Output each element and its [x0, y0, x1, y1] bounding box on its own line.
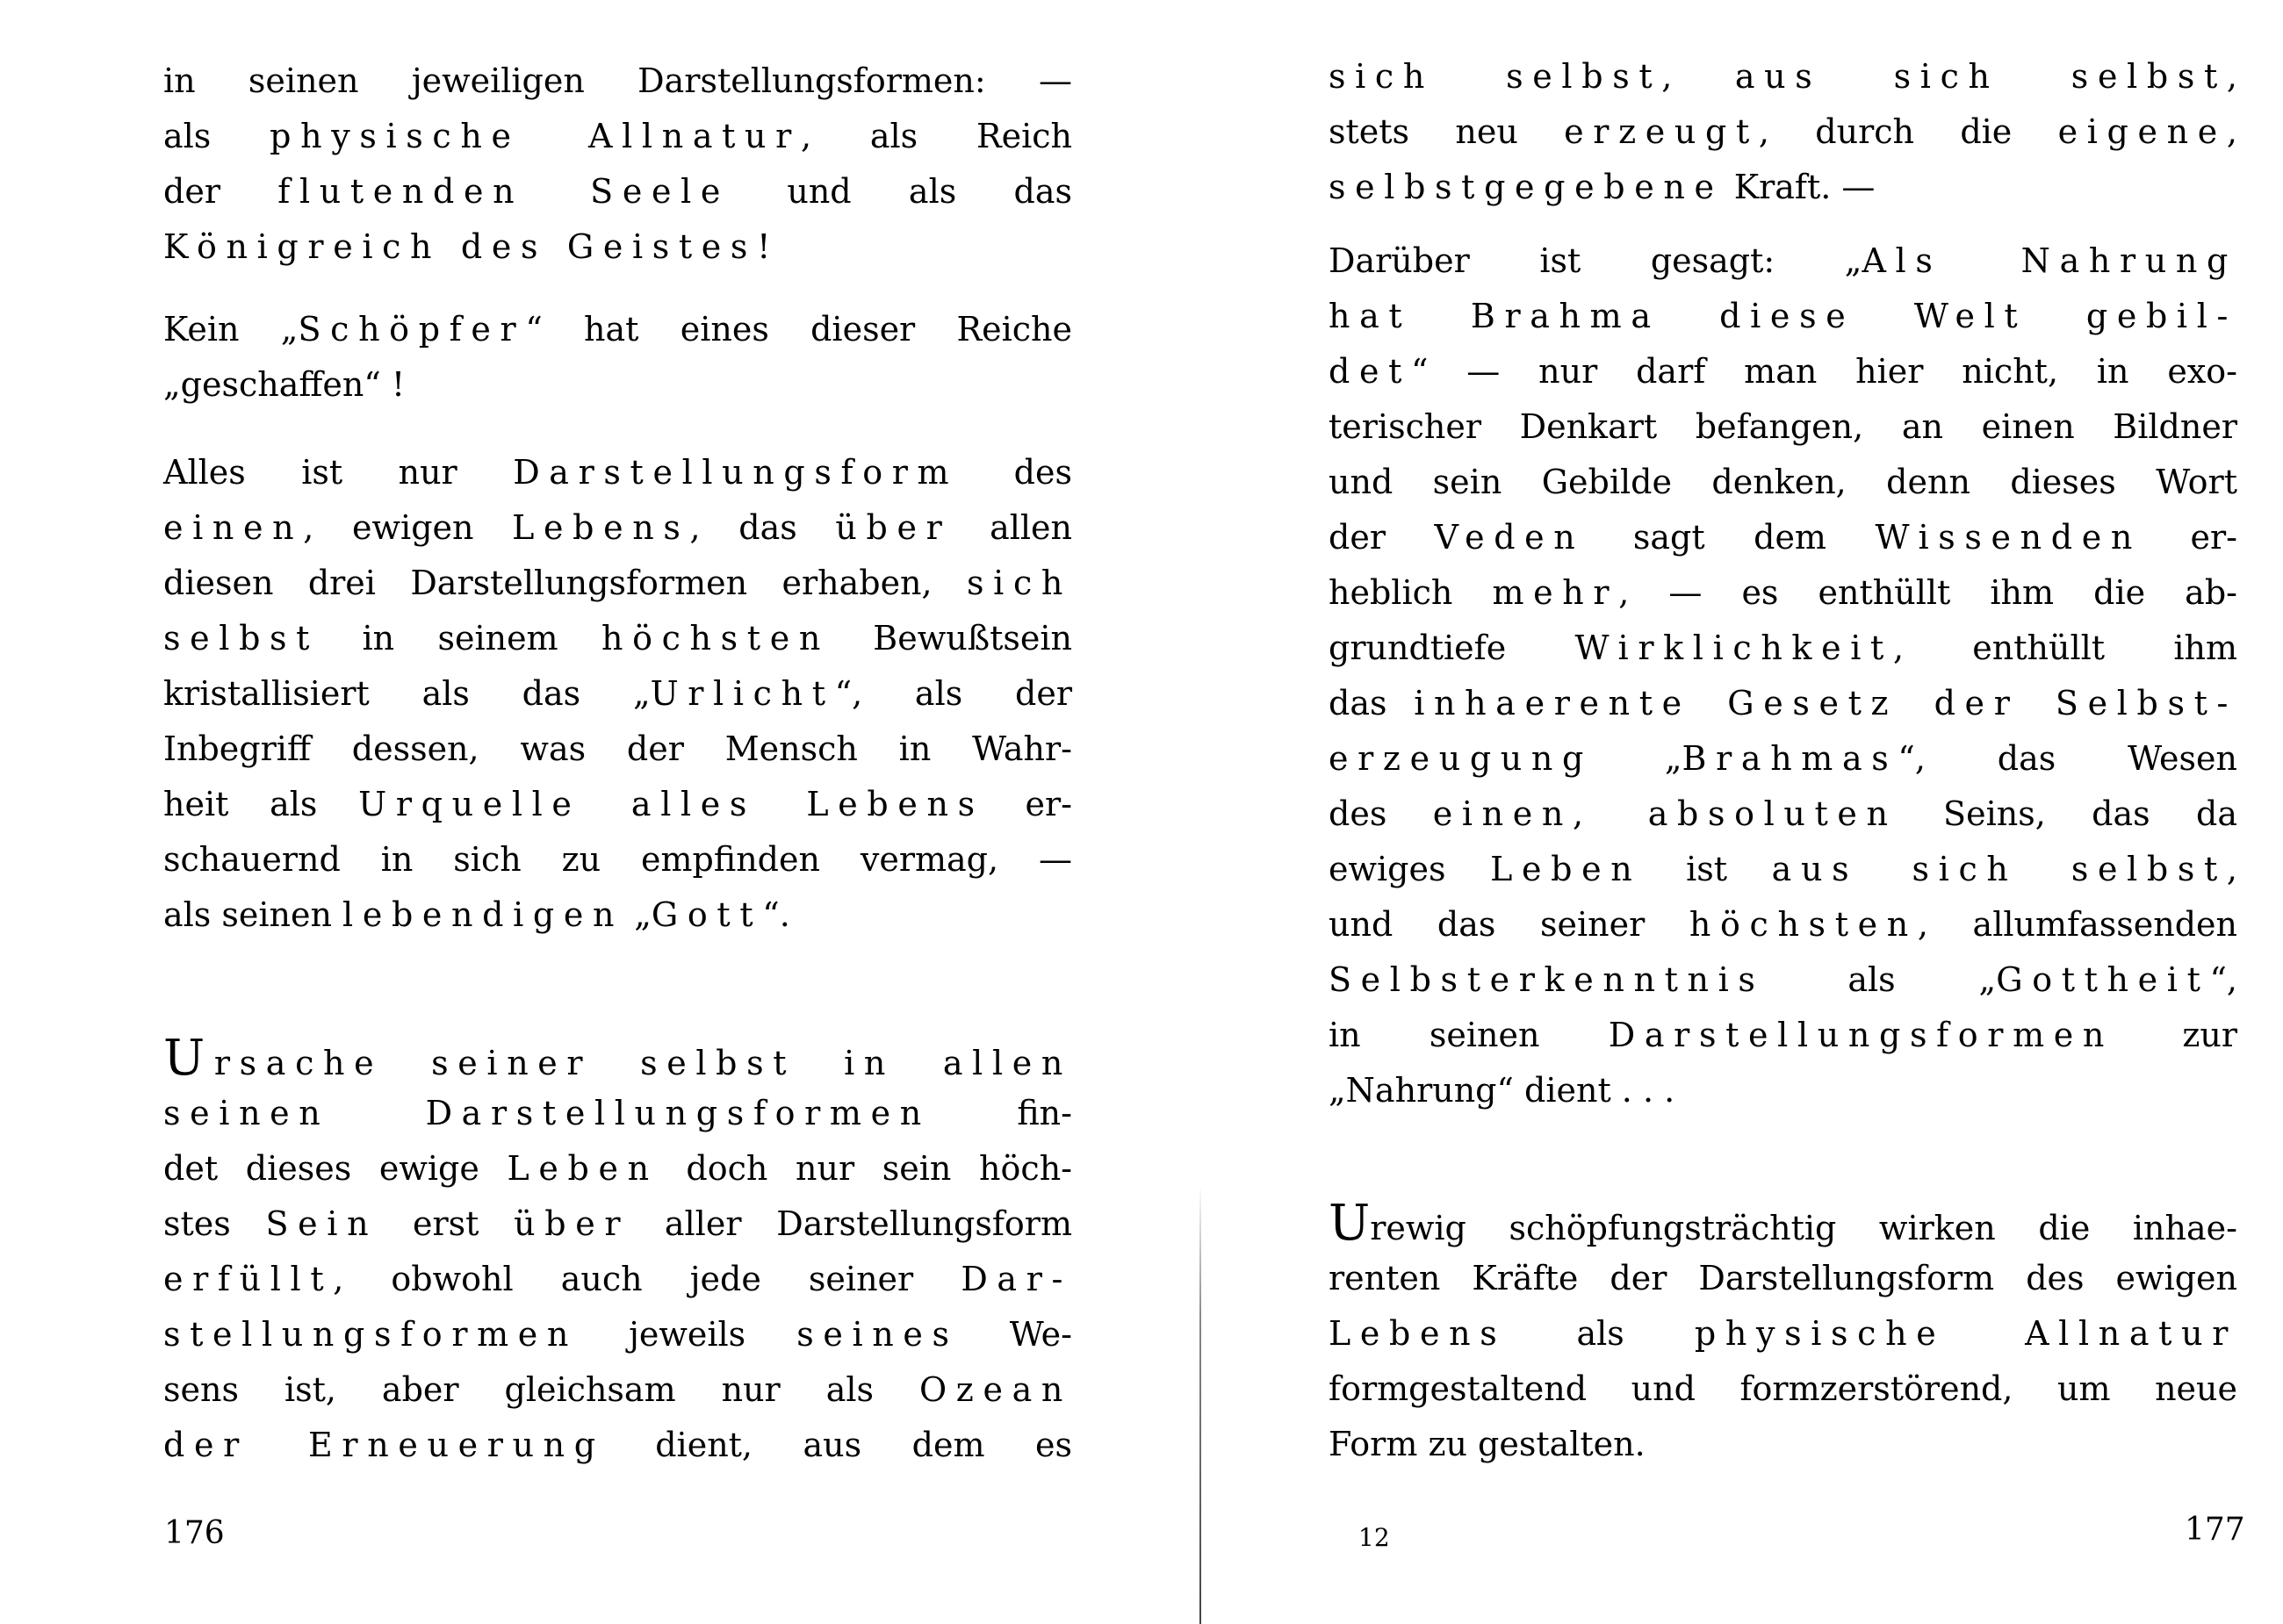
text-line — [1329, 897, 2237, 952]
spaced-emphasis-text: mehr — [1492, 573, 1619, 612]
spaced-emphasis-text: Sein — [265, 1204, 378, 1243]
spaced-emphasis-text: sich selbst — [1329, 57, 1662, 96]
text-line — [163, 1031, 1072, 1086]
body-text: , durch die — [1758, 112, 2058, 151]
paragraph — [1329, 49, 2237, 215]
spaced-emphasis-text: physische Allnatur — [270, 117, 801, 155]
body-text: in seinem — [319, 619, 601, 658]
body-text: schauernd in sich zu empfinden vermag, — — [163, 840, 1072, 879]
text-line — [1329, 344, 2237, 399]
text-line — [163, 722, 1072, 777]
spaced-emphasis-text: selbstgegebene — [1329, 168, 1724, 206]
spaced-emphasis-text: Leben — [507, 1149, 659, 1188]
paragraph — [163, 445, 1072, 943]
text-line — [163, 556, 1072, 611]
body-text: heit als — [163, 785, 359, 823]
spaced-emphasis-text: Schöpfer — [298, 310, 526, 349]
text-line — [1329, 160, 2237, 215]
text-line — [1329, 1251, 2237, 1306]
text-line — [163, 500, 1072, 556]
spaced-emphasis-text: Wissenden — [1875, 518, 2143, 557]
body-text: der — [1329, 518, 1435, 557]
paragraph — [163, 302, 1072, 413]
body-text: renten Kräfte der Darstellungsform des ewigen — [1329, 1259, 2237, 1297]
text-line — [163, 357, 1072, 413]
spaced-emphasis-text: über — [835, 508, 952, 547]
text-line — [1329, 289, 2237, 344]
body-text: fin- — [930, 1094, 1072, 1132]
text-line — [1329, 1063, 2237, 1118]
spaced-emphasis-text: Selbsterkenntnis — [1329, 960, 1765, 999]
body-text: Kraft. — — [1723, 168, 1876, 206]
body-text: , enthüllt ihm — [1892, 629, 2237, 667]
body-text: terischer Denkart befangen, an einen Bildner — [1329, 407, 2237, 446]
body-text: des — [1329, 794, 1433, 833]
body-text: heblich — [1329, 573, 1493, 612]
body-text: , — [2226, 112, 2237, 151]
spaced-emphasis-text: Darstellungsform — [513, 453, 959, 492]
spaced-emphasis-text: einen — [163, 508, 304, 547]
spaced-emphasis-text: aus sich selbst — [1771, 850, 2227, 888]
body-text: doch nur sein höch- — [658, 1149, 1073, 1188]
text-line — [163, 109, 1072, 164]
text-line — [1329, 49, 2237, 104]
spaced-emphasis-text: erzeugung — [1329, 739, 1593, 778]
body-text: Alles ist nur — [163, 453, 514, 492]
text-line — [1329, 455, 2237, 510]
spaced-emphasis-text: Ursache seiner selbst in allen — [163, 1030, 1072, 1087]
body-text: , — [1661, 57, 1735, 96]
spaced-emphasis-text: Wirklichkeit — [1574, 629, 1893, 667]
text-line — [163, 1307, 1072, 1362]
body-text: We- — [958, 1315, 1072, 1354]
spaced-emphasis-text: seines — [796, 1315, 959, 1354]
paragraph — [1329, 1196, 2237, 1472]
spaced-emphasis-text: Lebens — [512, 508, 690, 547]
spaced-emphasis-text: Urlicht — [650, 674, 835, 713]
text-line — [1329, 234, 2237, 289]
body-text: , obwohl auch jede seiner — [333, 1260, 961, 1298]
body-text: „geschaffen“ ! — [163, 365, 406, 404]
body-text: das — [1329, 684, 1415, 722]
body-text: und das seiner — [1329, 905, 1689, 944]
spaced-emphasis-text: einen, absoluten — [1432, 794, 1898, 833]
text-line — [163, 445, 1072, 500]
text-line — [163, 1252, 1072, 1307]
spaced-emphasis-text: erzeugt — [1564, 112, 1759, 151]
text-line — [163, 611, 1072, 666]
body-text: Urewig schöpfungsträchtig wirken die inhae- — [1329, 1195, 2237, 1252]
body-text: “, als der — [834, 674, 1072, 713]
body-text: als „ — [1764, 960, 1997, 999]
text-line — [1329, 1196, 2237, 1251]
body-text: „ — [1593, 739, 1682, 778]
text-line — [163, 1196, 1072, 1252]
body-text: “, — [2209, 960, 2237, 999]
text-line — [1329, 676, 2237, 731]
spaced-emphasis-text: der Erneuerung — [163, 1426, 605, 1464]
spaced-emphasis-text: flutenden Seele — [277, 172, 731, 211]
body-text: in seinen — [1329, 1016, 1609, 1054]
body-text: Bewußtsein — [829, 619, 1072, 658]
text-line — [1329, 510, 2237, 565]
spaced-emphasis-text: stellungsformen — [163, 1315, 579, 1354]
spaced-emphasis-text: eigene — [2057, 112, 2227, 151]
body-text: stets neu — [1329, 112, 1565, 151]
body-text: “, das Wesen — [1898, 739, 2237, 778]
text-line — [1329, 399, 2237, 455]
body-text: allen — [951, 508, 1072, 547]
body-text: diesen drei Darstellungsformen erhaben, — [163, 564, 968, 602]
spaced-emphasis-text: selbst — [163, 619, 320, 658]
page-number: 176 — [164, 1515, 225, 1551]
body-text: grundtiefe — [1329, 629, 1575, 667]
body-text: , das — [689, 508, 836, 547]
body-text: , — [2226, 850, 2237, 888]
body-text: jeweils — [578, 1315, 797, 1354]
body-text: er- — [2142, 518, 2237, 557]
spaced-emphasis-text: physische Allnatur — [1694, 1314, 2237, 1353]
body-text: als — [163, 117, 270, 155]
body-text: der — [163, 172, 278, 211]
body-text: ewiges — [1329, 850, 1491, 888]
spaced-emphasis-text: Veden — [1434, 518, 1585, 557]
text-line — [163, 219, 1072, 275]
text-line — [1329, 1417, 2237, 1472]
paragraph — [163, 1031, 1072, 1473]
body-text: und sein Gebilde denken, denn dieses Wort — [1329, 463, 2237, 501]
text-line — [163, 54, 1072, 109]
spaced-emphasis-text: Brahmas — [1682, 739, 1898, 778]
body-text: Seins, das da — [1897, 794, 2237, 833]
page-number: 177 — [2185, 1512, 2245, 1548]
text-line — [163, 1362, 1072, 1418]
body-text: Kein „ — [163, 310, 299, 349]
text-line — [163, 1418, 1072, 1473]
spaced-emphasis-text: hat Brahma diese Welt gebil- — [1329, 297, 2237, 335]
text-line — [1329, 787, 2237, 842]
body-text: aller Darstellungsform — [630, 1204, 1072, 1243]
text-line — [1329, 565, 2237, 621]
spaced-emphasis-text: Leben — [1490, 850, 1642, 888]
body-text: Darüber ist gesagt: „ — [1329, 241, 1862, 280]
text-line — [1329, 731, 2237, 787]
spaced-emphasis-text: lebendigen — [342, 895, 624, 934]
text-line — [1329, 952, 2237, 1008]
body-text: „ — [623, 895, 652, 934]
body-text: erst — [378, 1204, 515, 1243]
text-line — [1329, 621, 2237, 676]
body-text: in seinen jeweiligen Darstellungsformen: — — [163, 61, 1072, 100]
text-line — [1329, 1008, 2237, 1063]
text-line — [1329, 104, 2237, 160]
signature-mark: 12 — [1358, 1523, 1390, 1552]
body-text: “ hat eines dieser Reiche — [525, 310, 1073, 349]
body-text: det dieses ewige — [163, 1149, 508, 1188]
spaced-emphasis-text: Lebens — [1329, 1314, 1507, 1353]
body-text: des — [958, 453, 1072, 492]
book-gutter-divider — [1199, 1185, 1201, 1624]
paragraph — [1329, 234, 2237, 1118]
spaced-emphasis-text: seinen Darstellungsformen — [163, 1094, 931, 1132]
spaced-emphasis-text: Darstellungsformen — [1608, 1016, 2114, 1054]
body-text: er- — [983, 785, 1072, 823]
spaced-emphasis-text: sich — [967, 564, 1072, 602]
body-text: , als Reich — [800, 117, 1073, 155]
body-text: und als das — [730, 172, 1072, 211]
spaced-emphasis-text: erfüllt — [163, 1260, 334, 1298]
body-text: „Nahrung“ dient . . . — [1329, 1071, 1675, 1110]
text-line — [163, 1086, 1072, 1141]
spaced-emphasis-text: Dar- — [961, 1260, 1072, 1298]
spaced-emphasis-text: Urquelle alles Lebens — [358, 785, 984, 823]
body-text: formgestaltend und formzerstörend, um neue — [1329, 1369, 2237, 1408]
text-line — [163, 1141, 1072, 1196]
text-line — [1329, 842, 2237, 897]
text-line — [163, 164, 1072, 219]
body-text: kristallisiert als das „ — [163, 674, 651, 713]
text-line — [1329, 1362, 2237, 1417]
body-text: Form zu gestalten. — [1329, 1425, 1646, 1463]
spaced-emphasis-text: Ozean — [919, 1370, 1072, 1409]
text-line — [163, 302, 1072, 357]
text-line — [163, 777, 1072, 832]
spaced-emphasis-text: Als Nahrung — [1862, 241, 2237, 280]
body-text: sagt dem — [1584, 518, 1876, 557]
body-text: als — [1506, 1314, 1695, 1353]
body-text: , allumfassenden — [1917, 905, 2237, 944]
text-line — [163, 887, 1072, 943]
text-line — [163, 666, 1072, 722]
body-text: “ — nur darf man hier nicht, in exo- — [1411, 352, 2237, 391]
spaced-emphasis-text: Gottheit — [1996, 960, 2210, 999]
body-text: , — es enthüllt ihm die ab- — [1618, 573, 2238, 612]
spaced-emphasis-text: Königreich des Geistes! — [163, 227, 780, 266]
body-text: , — [2226, 57, 2237, 96]
body-text: dient, aus dem es — [604, 1426, 1072, 1464]
body-text: als seinen — [163, 895, 343, 934]
body-text: , ewigen — [303, 508, 513, 547]
body-text: zur — [2114, 1016, 2237, 1054]
body-text: ist — [1641, 850, 1772, 888]
body-text: “. — [762, 895, 790, 934]
spaced-emphasis-text: Gott — [651, 895, 763, 934]
spaced-emphasis-text: höchsten — [601, 619, 830, 658]
text-line — [163, 832, 1072, 887]
paragraph — [163, 54, 1072, 275]
body-text: Inbegriff dessen, was der Mensch in Wahr- — [163, 729, 1072, 768]
body-text: stes — [163, 1204, 266, 1243]
spaced-emphasis-text: inhaerente Gesetz der Selbst- — [1414, 684, 2238, 722]
spaced-emphasis-text: det — [1329, 352, 1412, 391]
spaced-emphasis-text: aus sich selbst — [1734, 57, 2227, 96]
spaced-emphasis-text: über — [514, 1204, 630, 1243]
text-line — [1329, 1306, 2237, 1362]
body-text: sens ist, aber gleichsam nur als — [163, 1370, 919, 1409]
spaced-emphasis-text: höchsten — [1689, 905, 1918, 944]
